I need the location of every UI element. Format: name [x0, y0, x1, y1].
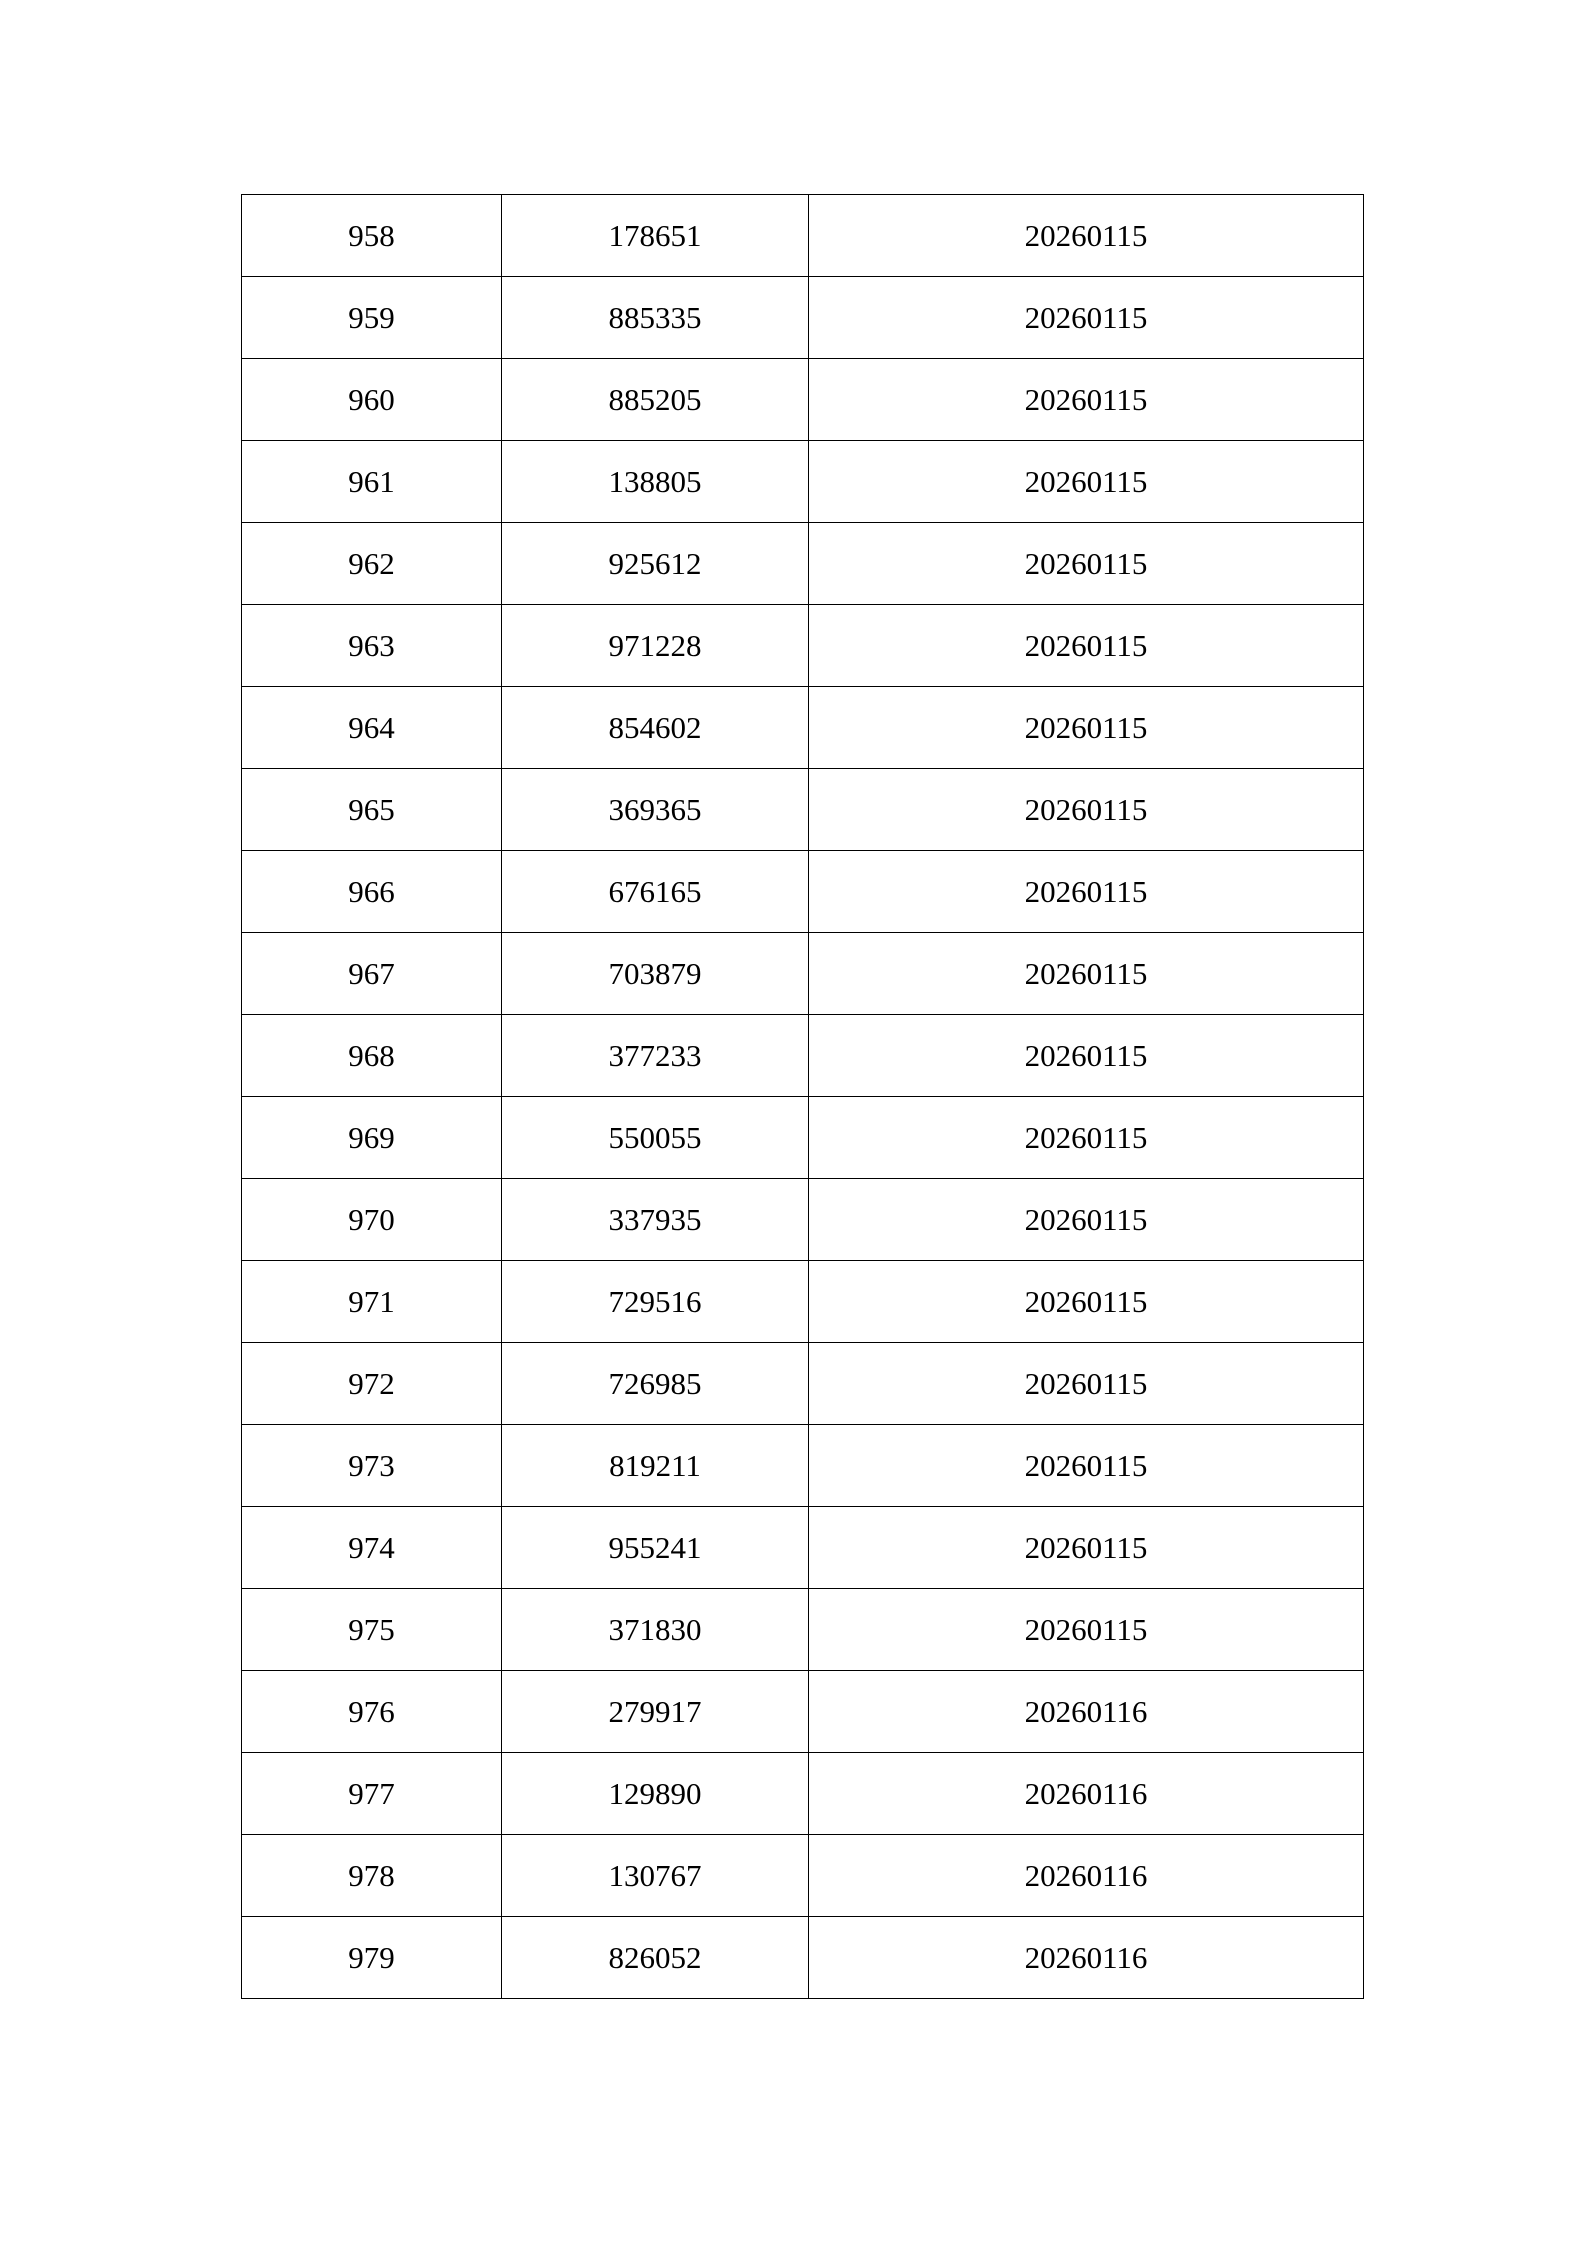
table-row [242, 1097, 1364, 1179]
code-cell: 550055 [502, 1097, 809, 1179]
code-cell: 138805 [502, 441, 809, 523]
table-row [242, 195, 1364, 277]
date-cell: 20260115 [809, 1589, 1364, 1671]
table-row [242, 1671, 1364, 1753]
table-row [242, 933, 1364, 1015]
date-cell: 20260115 [809, 523, 1364, 605]
data-table [241, 194, 1364, 1999]
code-cell: 130767 [502, 1835, 809, 1917]
row-number-cell: 958 [242, 195, 502, 277]
code-cell: 703879 [502, 933, 809, 1015]
row-number-cell: 970 [242, 1179, 502, 1261]
code-cell: 885205 [502, 359, 809, 441]
table-row [242, 687, 1364, 769]
row-number-cell: 963 [242, 605, 502, 687]
table-body [242, 195, 1364, 1999]
row-number-cell: 962 [242, 523, 502, 605]
date-cell: 20260115 [809, 1261, 1364, 1343]
code-cell: 178651 [502, 195, 809, 277]
date-cell: 20260116 [809, 1917, 1364, 1999]
row-number-cell: 966 [242, 851, 502, 933]
code-cell: 826052 [502, 1917, 809, 1999]
row-number-cell: 959 [242, 277, 502, 359]
row-number-cell: 976 [242, 1671, 502, 1753]
row-number-cell: 960 [242, 359, 502, 441]
code-cell: 729516 [502, 1261, 809, 1343]
row-number-cell: 969 [242, 1097, 502, 1179]
row-number-cell: 967 [242, 933, 502, 1015]
code-cell: 279917 [502, 1671, 809, 1753]
table-row [242, 523, 1364, 605]
table-row [242, 769, 1364, 851]
date-cell: 20260115 [809, 441, 1364, 523]
date-cell: 20260115 [809, 1343, 1364, 1425]
date-cell: 20260115 [809, 1015, 1364, 1097]
table-row [242, 1179, 1364, 1261]
table-row [242, 1015, 1364, 1097]
row-number-cell: 977 [242, 1753, 502, 1835]
row-number-cell: 971 [242, 1261, 502, 1343]
row-number-cell: 968 [242, 1015, 502, 1097]
table-row [242, 359, 1364, 441]
row-number-cell: 979 [242, 1917, 502, 1999]
row-number-cell: 961 [242, 441, 502, 523]
row-number-cell: 972 [242, 1343, 502, 1425]
row-number-cell: 973 [242, 1425, 502, 1507]
table-row [242, 441, 1364, 523]
code-cell: 377233 [502, 1015, 809, 1097]
table-row [242, 1507, 1364, 1589]
table-row [242, 1835, 1364, 1917]
code-cell: 337935 [502, 1179, 809, 1261]
code-cell: 925612 [502, 523, 809, 605]
row-number-cell: 974 [242, 1507, 502, 1589]
date-cell: 20260115 [809, 769, 1364, 851]
code-cell: 726985 [502, 1343, 809, 1425]
code-cell: 955241 [502, 1507, 809, 1589]
row-number-cell: 964 [242, 687, 502, 769]
table-row [242, 851, 1364, 933]
table-row [242, 1917, 1364, 1999]
code-cell: 885335 [502, 277, 809, 359]
date-cell: 20260116 [809, 1835, 1364, 1917]
date-cell: 20260115 [809, 277, 1364, 359]
date-cell: 20260116 [809, 1753, 1364, 1835]
table-row [242, 1753, 1364, 1835]
table-row [242, 605, 1364, 687]
row-number-cell: 978 [242, 1835, 502, 1917]
date-cell: 20260115 [809, 605, 1364, 687]
date-cell: 20260115 [809, 851, 1364, 933]
table-row [242, 1425, 1364, 1507]
date-cell: 20260115 [809, 195, 1364, 277]
row-number-cell: 965 [242, 769, 502, 851]
code-cell: 371830 [502, 1589, 809, 1671]
date-cell: 20260115 [809, 933, 1364, 1015]
table-row [242, 277, 1364, 359]
table-row [242, 1261, 1364, 1343]
date-cell: 20260115 [809, 1425, 1364, 1507]
date-cell: 20260116 [809, 1671, 1364, 1753]
code-cell: 971228 [502, 605, 809, 687]
code-cell: 854602 [502, 687, 809, 769]
row-number-cell: 975 [242, 1589, 502, 1671]
code-cell: 819211 [502, 1425, 809, 1507]
date-cell: 20260115 [809, 1179, 1364, 1261]
date-cell: 20260115 [809, 687, 1364, 769]
table-row [242, 1589, 1364, 1671]
table-row [242, 1343, 1364, 1425]
date-cell: 20260115 [809, 1507, 1364, 1589]
date-cell: 20260115 [809, 359, 1364, 441]
code-cell: 369365 [502, 769, 809, 851]
date-cell: 20260115 [809, 1097, 1364, 1179]
code-cell: 676165 [502, 851, 809, 933]
code-cell: 129890 [502, 1753, 809, 1835]
